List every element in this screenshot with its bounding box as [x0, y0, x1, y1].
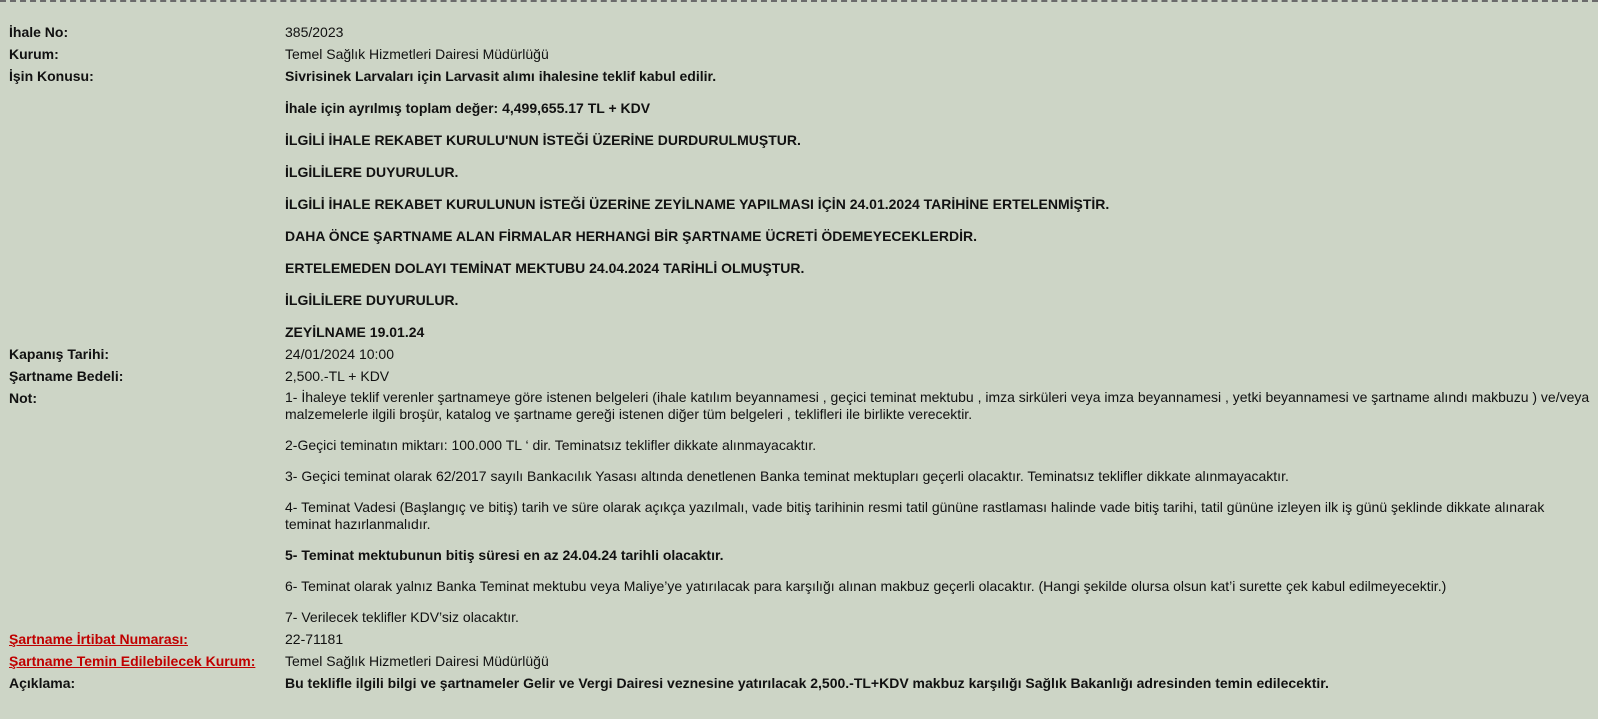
note-item: 6- Teminat olarak yalnız Banka Teminat mektubu veya Maliye’ye yatırılacak para karşılığı alınan makbuz geçerli olacaktır. (Hangi şekilde olursa olsun kat’i surette çek kabul edilmeyecektir.) [285, 578, 1447, 594]
subject-paragraph: ZEYİLNAME 19.01.24 [285, 324, 425, 340]
label-not: Not: [9, 390, 37, 406]
row-kapanis-tarihi [9, 343, 1594, 365]
label-aciklama: Açıklama: [9, 675, 76, 691]
subject-paragraph: Sivrisinek Larvaları için Larvasit alımı ihalesine teklif kabul edilir. [285, 68, 717, 84]
label-ihale-no: İhale No: [9, 24, 69, 40]
value-kapanis-tarihi: 24/01/2024 10:00 [285, 346, 394, 362]
row-not [9, 387, 1594, 628]
top-dashed-border [0, 0, 1598, 2]
subject-paragraph: İLGİLİLERE DUYURULUR. [285, 292, 459, 308]
note-item: 4- Teminat Vadesi (Başlangıç ve bitiş) tarih ve süre olarak açıkça yazılmalı, vade bitiş tarihinin resmi tatil gününe rastlaması halinde vade bitiş tarihi, tatil gününe izleyen ilk iş günü şeklinde dikkate alınarak teminat hazırlanmalıdır. [285, 499, 1545, 532]
row-isin-konusu [9, 65, 1594, 343]
label-sartname-bedeli: Şartname Bedeli: [9, 368, 124, 384]
value-aciklama: Bu teklifle ilgili bilgi ve şartnameler Gelir ve Vergi Dairesi veznesine yatırılacak 2,500.-TL+KDV makbuz karşılığı Sağlık Bakanlığı adresinden temin edilecektir. [285, 675, 1329, 691]
note-item: 2-Geçici teminatın miktarı: 100.000 TL ‘ dir. Teminatsız teklifler dikkate alınmayacaktır. [285, 437, 817, 453]
note-item: 1- İhaleye teklif verenler şartnameye göre istenen belgeleri (ihale katılım beyannamesi , geçici teminat mektubu , imza sirküleri veya imza beyannamesi , yetki beyannamesi ve şartname alındı makbuzu ) ve/veya malzemelerle ilgili broşür, katalog ve şartname gereği istenen diğer tüm belgeleri , teklifleri ile birlikte verecektir. [285, 389, 1590, 422]
value-irtibat: 22-71181 [285, 631, 344, 647]
subject-paragraph: İLGİLİLERE DUYURULUR. [285, 164, 459, 180]
subject-paragraph: İLGİLİ İHALE REKABET KURULUNUN İSTEĞİ ÜZERİNE ZEYİLNAME YAPILMASI İÇİN 24.01.2024 TARİHİNE ERTELENMİŞTİR. [285, 196, 1110, 212]
subject-paragraph: ERTELEMEDEN DOLAYI TEMİNAT MEKTUBU 24.04.2024 TARİHLİ OLMUŞTUR. [285, 260, 805, 276]
row-temin-kurum [9, 650, 1594, 672]
value-temin-kurum: Temel Sağlık Hizmetleri Dairesi Müdürlüğü [285, 653, 549, 669]
value-sartname-bedeli: 2,500.-TL + KDV [285, 368, 390, 384]
label-isin-konusu: İşin Konusu: [9, 68, 94, 84]
row-kurum [9, 43, 1594, 65]
value-ihale-no: 385/2023 [285, 24, 344, 40]
sartname-irtibat-link[interactable]: Şartname İrtibat Numarası: [9, 631, 188, 647]
label-kurum: Kurum: [9, 46, 59, 62]
note-item: 3- Geçici teminat olarak 62/2017 sayılı Bankacılık Yasası altında denetlenen Banka teminat mektupları geçerli olacaktır. Teminatsız teklifler dikkate alınmayacaktır. [285, 468, 1289, 484]
row-sartname-bedeli [9, 365, 1594, 387]
value-isin-konusu [285, 65, 1594, 343]
label-temin-kurum-cell [9, 650, 285, 672]
row-ihale-no [9, 21, 1594, 43]
label-irtibat-cell [9, 628, 285, 650]
subject-paragraph: İhale için ayrılmış toplam değer: 4,499,655.17 TL + KDV [285, 100, 651, 116]
label-kapanis-tarihi: Kapanış Tarihi: [9, 346, 110, 362]
row-irtibat [9, 628, 1594, 650]
row-aciklama [9, 672, 1594, 694]
tender-detail-table [9, 21, 1594, 694]
note-item: 7- Verilecek teklifler KDV’siz olacaktır. [285, 609, 519, 625]
note-item: 5- Teminat mektubunun bitiş süresi en az 24.04.24 tarihli olacaktır. [285, 547, 724, 563]
value-kurum: Temel Sağlık Hizmetleri Dairesi Müdürlüğü [285, 46, 549, 62]
sartname-temin-kurum-link[interactable]: Şartname Temin Edilebilecek Kurum: [9, 653, 256, 669]
value-not [285, 387, 1594, 628]
subject-paragraph: İLGİLİ İHALE REKABET KURULU'NUN İSTEĞİ ÜZERİNE DURDURULMUŞTUR. [285, 132, 801, 148]
subject-paragraph: DAHA ÖNCE ŞARTNAME ALAN FİRMALAR HERHANGİ BİR ŞARTNAME ÜCRETİ ÖDEMEYECEKLERDİR. [285, 228, 977, 244]
